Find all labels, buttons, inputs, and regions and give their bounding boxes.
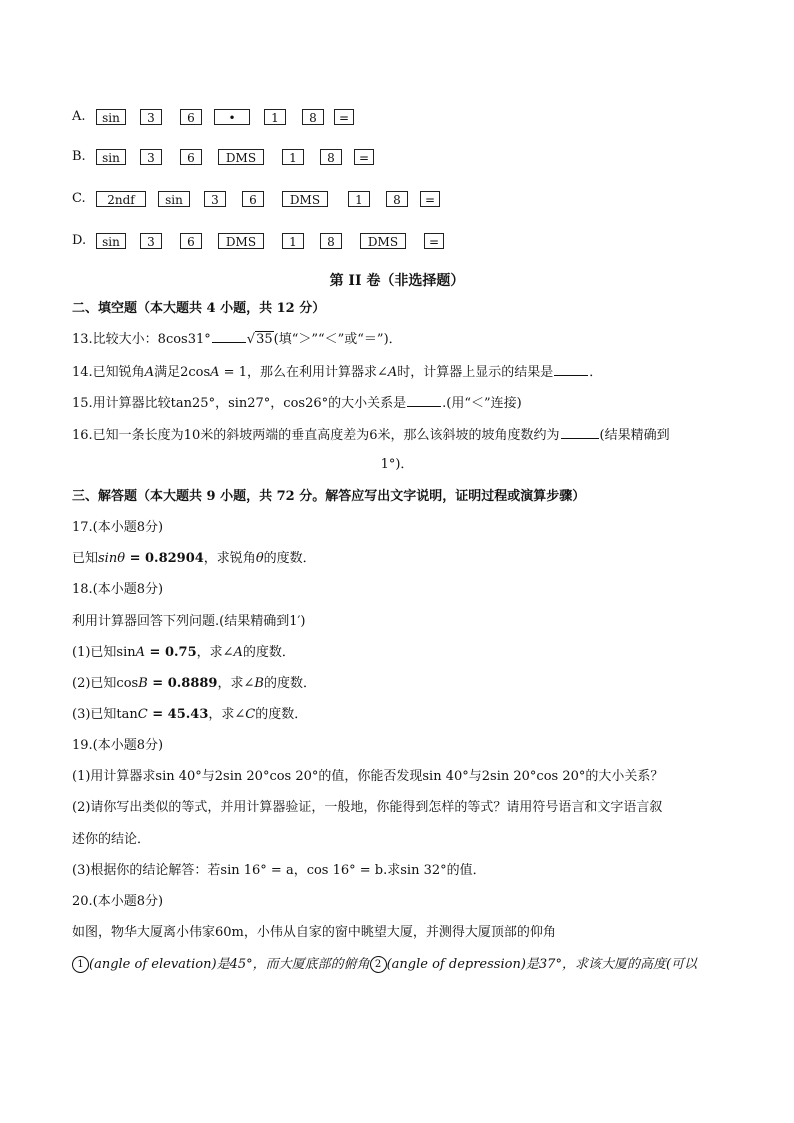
q19-head: 19.(本小题8分) [72, 738, 164, 753]
calculator-key: 2ndf [96, 191, 146, 207]
calculator-key: DMS [218, 149, 264, 165]
calculator-key: 1 [264, 109, 286, 125]
q20-line1: 如图，物华大厦离小伟家60m，小伟从自家的窗中眺望大厦，并测得大厦顶部的仰角 [72, 925, 556, 940]
q18-head: 18.(本小题8分) [72, 582, 164, 597]
sqrt-expression: √35 [246, 332, 273, 347]
circled-number: 2 [370, 956, 387, 973]
calculator-key: • [214, 109, 250, 125]
calculator-key: DMS [218, 233, 264, 249]
calculator-key: 8 [320, 149, 342, 165]
calculator-key: 6 [180, 149, 202, 165]
calculator-key: 6 [242, 191, 264, 207]
calculator-key: = [424, 233, 444, 249]
calculator-key: sin [96, 109, 126, 125]
q19-part2-continued: 述你的结论． [72, 832, 151, 847]
q18-intro: 利用计算器回答下列问题.(结果精确到1′) [72, 614, 306, 629]
option-label: B. [72, 149, 86, 164]
option-label: C. [72, 191, 86, 206]
calculator-key: sin [96, 233, 126, 249]
calculator-key: 3 [140, 233, 162, 249]
q18-part3: (3)已知tanC = 45.43，求∠C的度数． [72, 707, 308, 722]
calculator-key: 8 [302, 109, 324, 125]
q20-line2: 1 (angle of elevation)是45°，而大厦底部的俯角 2 (angle of depression)是37°，求该大厦的高度(可以 [72, 955, 697, 975]
q13-tail: (填“＞”“＜”或“＝”)． [273, 332, 402, 347]
calculator-key: 8 [320, 233, 342, 249]
q20-head: 20.(本小题8分) [72, 894, 164, 909]
calculator-key: 1 [282, 233, 304, 249]
calculator-key: 8 [386, 191, 408, 207]
q19-part2: (2)请你写出类似的等式，并用计算器验证，一般地，你能得到怎样的等式？请用符号语言和文字语言叙 [72, 800, 663, 815]
answer-blank[interactable] [212, 329, 246, 343]
question-16-continued: 1°)． [380, 457, 414, 472]
calculator-key: sin [96, 149, 126, 165]
q17-head: 17.(本小题8分) [72, 520, 164, 535]
q19-part1: (1)用计算器求sin 40°与2sin 20°cos 20°的值，你能否发现sin 40°与2sin 20°cos 20°的大小关系？ [72, 769, 664, 784]
answer-blank[interactable] [554, 362, 588, 376]
calculator-key: DMS [360, 233, 406, 249]
q19-part3: (3)根据你的结论解答：若sin 16° = a，cos 16° = b.求sin 32°的值． [72, 863, 486, 878]
calculator-key: = [420, 191, 440, 207]
question-15: 15.用计算器比较tan25°，sin27°，cos26°的大小关系是 .(用“＜”连接) [72, 393, 522, 414]
calculator-key: sin [158, 191, 190, 207]
question-17: 已知sinθ = 0.82904，求锐角θ的度数． [72, 551, 316, 566]
answer-blank[interactable] [407, 393, 441, 407]
calculator-key: 3 [140, 149, 162, 165]
calculator-key: 6 [180, 109, 202, 125]
calculator-key: = [354, 149, 374, 165]
circled-number: 1 [72, 956, 89, 973]
question-14: 14.已知锐角A满足2cosA = 1，那么在利用计算器求∠A时，计算器上显示的结果是 ． [72, 362, 602, 383]
fill-heading: 二、填空题（本大题共 4 小题，共 12 分） [72, 301, 326, 316]
answer-blank[interactable] [561, 425, 599, 439]
option-label: A. [72, 109, 86, 124]
calculator-key: DMS [282, 191, 328, 207]
section-title: 第 II 卷（非选择题） [329, 273, 465, 289]
calculator-key: 3 [140, 109, 162, 125]
option-label: D. [72, 233, 87, 248]
q13-text: 13.比较大小：8cos31° [72, 332, 211, 347]
q18-part2: (2)已知cosB = 0.8889，求∠B的度数． [72, 676, 316, 691]
calculator-key: 6 [180, 233, 202, 249]
calculator-key: 3 [204, 191, 226, 207]
answer-heading: 三、解答题（本大题共 9 小题，共 72 分。解答应写出文字说明，证明过程或演算步骤） [72, 489, 586, 504]
question-13 [72, 329, 402, 350]
calculator-key: = [334, 109, 354, 125]
calculator-key: 1 [348, 191, 370, 207]
calculator-key: 1 [282, 149, 304, 165]
question-16: 16.已知一条长度为10米的斜坡两端的垂直高度差为6米，那么该斜坡的坡角度数约为 (结果精确到 [72, 425, 670, 446]
q18-part1: (1)已知sinA = 0.75，求∠A的度数． [72, 645, 295, 660]
